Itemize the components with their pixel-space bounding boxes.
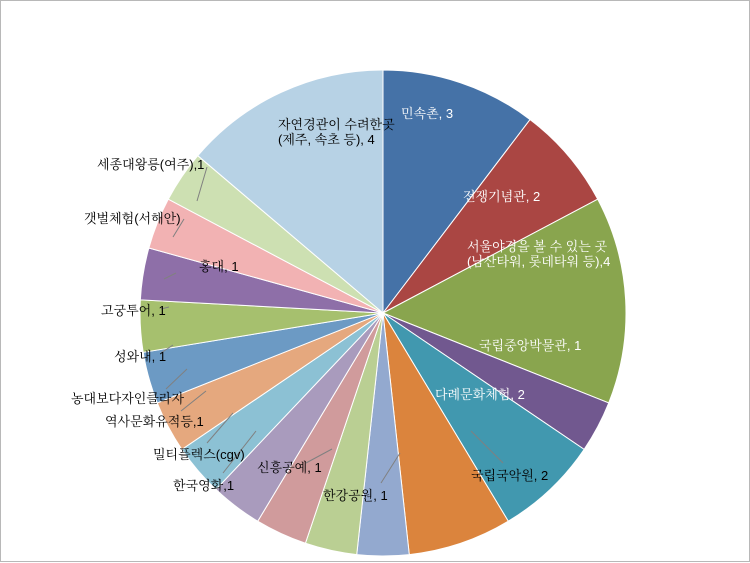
- pie-slice-label: 홍대, 1: [199, 259, 239, 274]
- pie-chart-area: [1, 1, 750, 563]
- pie-slice-label: 자연경관이 수려한곳(제주, 속초 등), 4: [278, 117, 395, 147]
- pie-slice-label: 역사문화유적등,1: [105, 414, 204, 429]
- pie-slice-label: 다례문화체험, 2: [435, 387, 525, 402]
- pie-slice-label: 갯벌체험(서해안): [84, 211, 181, 226]
- pie-slice-label: 전쟁기념관, 2: [463, 189, 541, 204]
- pie-slice-label: 밀티플렉스(cgv): [153, 447, 245, 462]
- pie-slice-label: 국립중앙박물관, 1: [479, 338, 582, 353]
- pie-slice-label: 한국영화,1: [173, 478, 235, 493]
- pie-slice-label: 국립국악원, 2: [471, 468, 549, 483]
- pie-slice-label: 농대보다자인클라자: [71, 391, 185, 406]
- pie-slice-label: 성와내, 1: [114, 349, 167, 364]
- pie-slice-label: 세종대왕릉(여주),1: [97, 157, 205, 172]
- pie-slice-label: 신흥공예, 1: [257, 460, 322, 475]
- pie-slice-label: 민속촌, 3: [401, 106, 454, 121]
- pie-slice-label: 고궁투어, 1: [101, 303, 166, 318]
- pie-slice-label: 한강공원, 1: [323, 488, 388, 503]
- pie-svg: [1, 1, 750, 563]
- pie-slice-label: 서울야경을 볼 수 있는 곳(남산타워, 롯데타워 등),4: [467, 239, 611, 269]
